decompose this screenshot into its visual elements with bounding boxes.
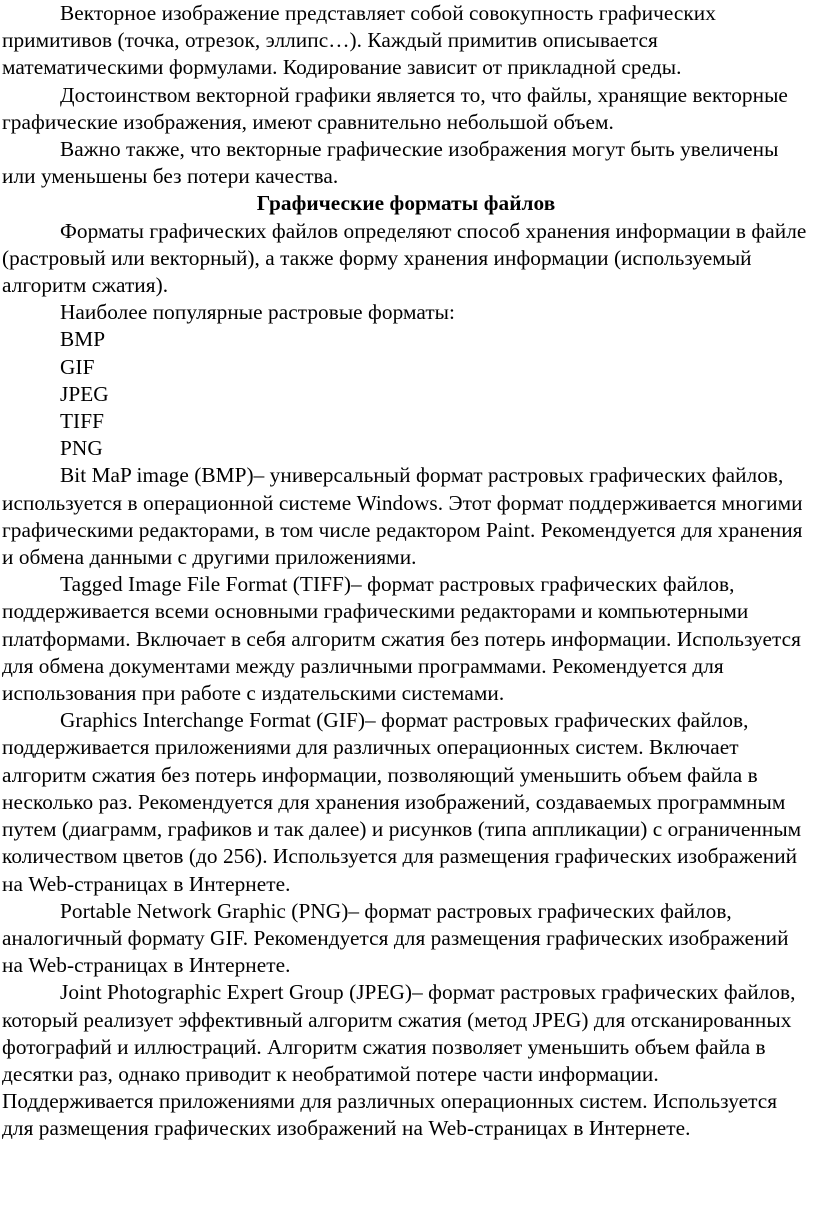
- list-item: BMP: [60, 327, 106, 352]
- section-heading: Графические форматы файлов: [256, 191, 556, 216]
- paragraph-list-intro: Наиболее популярные растровые форматы:: [60, 300, 455, 325]
- paragraph-vector-scaling: Важно также, что векторные графические изображения могут быть увеличены или уменьшены без потери качества.: [2, 137, 779, 189]
- paragraph-jpeg: Joint Photographic Expert Group (JPEG)– формат растровых графических файлов, который реализует эффективный алгоритм сжатия (метод JPEG) для отсканированных фотографий и иллюстраций. Алгоритм сжатия позволяет уменьшить объем файла в десятки раз, однако приводит к необратимой потере части информации. Поддерживается приложениями для различных операционных систем. Используется для размещения графических изображений на Web-страницах в Интернете.: [2, 980, 796, 1141]
- paragraph-gif: Graphics Interchange Format (GIF)– формат растровых графических файлов, поддерживается приложениями для различных операционных систем. Включает алгоритм сжатия без потерь информации, позволяющий уменьшить объем файла в несколько раз. Рекомендуется для хранения изображений, создаваемых программным путем (диаграмм, графиков и так далее) и рисунков (типа аппликации) с ограниченным количеством цветов (до 256). Используется для размещения графических изображений на Web-страницах в Интернете.: [2, 708, 802, 896]
- paragraph-vector-advantage: Достоинством векторной графики является то, что файлы, хранящие векторные графические изображения, имеют сравнительно небольшой объем.: [2, 82, 788, 134]
- list-item: JPEG: [60, 381, 109, 406]
- paragraph-bmp: Bit MaP image (BMP)– универсальный формат растровых графических файлов, используется в операционной системе Windows. Этот формат поддерживается многими графическими редакторами, в том числе редактором Paint. Рекомендуется для хранения и обмена данными с другими приложениями.: [2, 463, 803, 570]
- list-item: TIFF: [60, 409, 104, 434]
- paragraph-formats-intro: Форматы графических файлов определяют способ хранения информации в файле (растровый или векторный), а также форму хранения информации (используемый алгоритм сжатия).: [2, 218, 807, 298]
- list-item: GIF: [60, 354, 95, 379]
- format-list: [2, 326, 810, 462]
- paragraph-png: Portable Network Graphic (PNG)– формат растровых графических файлов, аналогичный формату GIF. Рекомендуется для размещения графических изображений на Web-страницах в Интернете.: [2, 898, 789, 978]
- list-item: PNG: [60, 436, 103, 461]
- paragraph-vector-definition: Векторное изображение представляет собой совокупность графических примитивов (точка, отрезок, эллипс…). Каждый примитив описывается математическими формулами. Кодирование зависит от прикладной среды.: [2, 1, 716, 80]
- paragraph-tiff: Tagged Image File Format (TIFF)– формат растровых графических файлов, поддерживается всеми основными графическими редакторами и компьютерными платформами. Включает в себя алгоритм сжатия без потерь информации. Используется для обмена документами между различными программами. Рекомендуется для использования при работе с издательскими системами.: [2, 572, 801, 706]
